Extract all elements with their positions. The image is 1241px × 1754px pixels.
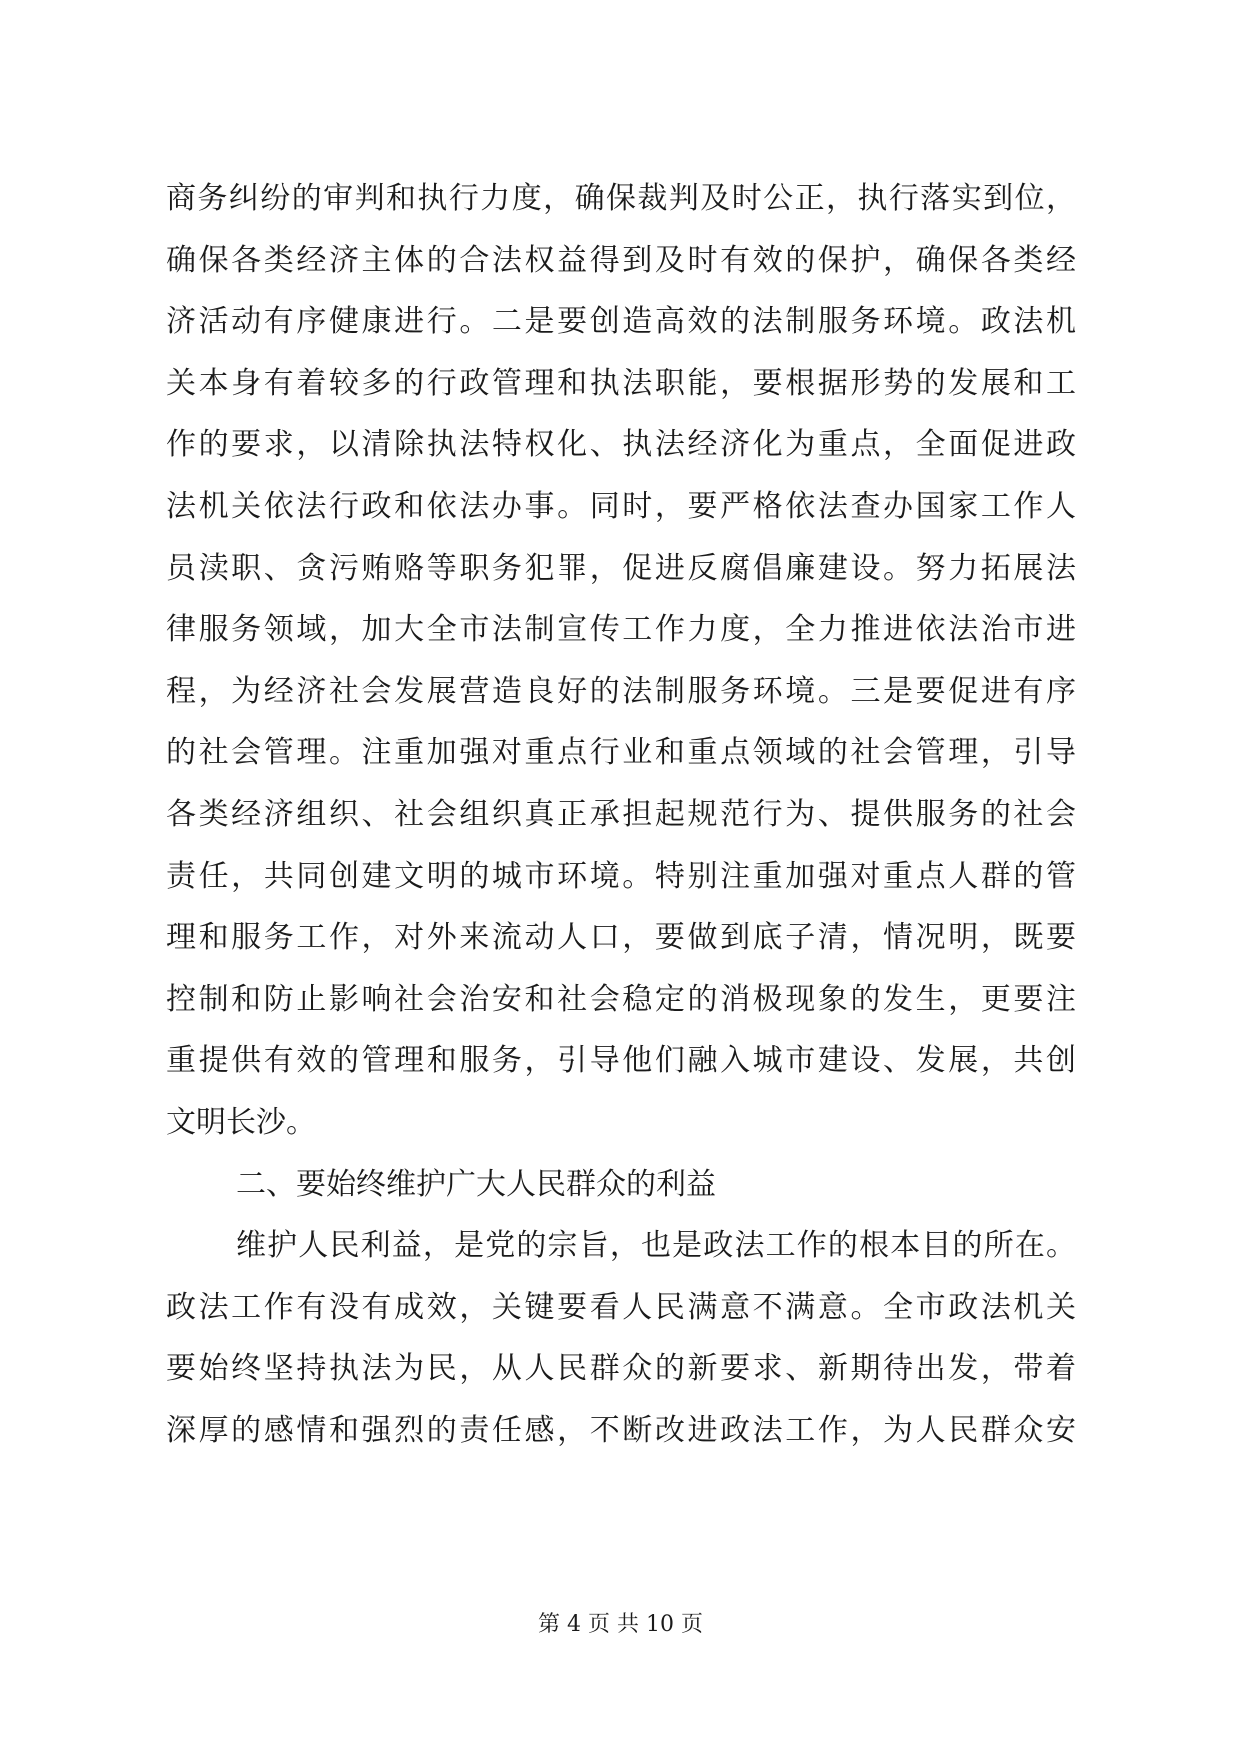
text-line: 重提供有效的管理和服务，引导他们融入城市建设、发展，共创 xyxy=(166,1043,1076,1079)
document-body xyxy=(166,168,1076,1461)
text-line: 律服务领域，加大全市法制宣传工作力度，全力推进依法治市进 xyxy=(166,612,1076,648)
text-line: 程，为经济社会发展营造良好的法制服务环境。三是要促进有序 xyxy=(166,673,1076,709)
page-number-footer: 第 4 页 共 10 页 xyxy=(538,1612,703,1637)
text-line: 关本身有着较多的行政管理和执法职能，要根据形势的发展和工 xyxy=(166,365,1076,401)
text-line: 控制和防止影响社会治安和社会稳定的消极现象的发生，更要注 xyxy=(166,981,1076,1017)
section-heading: 二、要始终维护广大人民群众的利益 xyxy=(236,1166,716,1202)
text-line: 维护人民利益，是党的宗旨，也是政法工作的根本目的所在。 xyxy=(236,1228,1076,1264)
text-line: 责任，共同创建文明的城市环境。特别注重加强对重点人群的管 xyxy=(166,858,1076,894)
text-line: 员渎职、贪污贿赂等职务犯罪，促进反腐倡廉建设。努力拓展法 xyxy=(166,550,1076,586)
text-line: 法机关依法行政和依法办事。同时，要严格依法查办国家工作人 xyxy=(166,488,1076,524)
text-line: 要始终坚持执法为民，从人民群众的新要求、新期待出发，带着 xyxy=(166,1351,1076,1387)
text-line: 确保各类经济主体的合法权益得到及时有效的保护，确保各类经 xyxy=(166,242,1076,278)
text-line: 各类经济组织、社会组织真正承担起规范行为、提供服务的社会 xyxy=(166,796,1076,832)
text-line: 商务纠纷的审判和执行力度，确保裁判及时公正，执行落实到位， xyxy=(166,181,1076,216)
text-line: 政法工作有没有成效，关键要看人民满意不满意。全市政法机关 xyxy=(166,1289,1076,1325)
text-line: 的社会管理。注重加强对重点行业和重点领域的社会管理，引导 xyxy=(166,735,1076,771)
text-line: 文明长沙。 xyxy=(166,1104,316,1140)
text-line: 济活动有序健康进行。二是要创造高效的法制服务环境。政法机 xyxy=(166,304,1076,340)
text-line: 作的要求，以清除执法特权化、执法经济化为重点，全面促进政 xyxy=(166,427,1076,463)
text-line: 深厚的感情和强烈的责任感，不断改进政法工作，为人民群众安 xyxy=(166,1412,1076,1448)
text-line: 理和服务工作，对外来流动人口，要做到底子清，情况明，既要 xyxy=(166,920,1076,956)
